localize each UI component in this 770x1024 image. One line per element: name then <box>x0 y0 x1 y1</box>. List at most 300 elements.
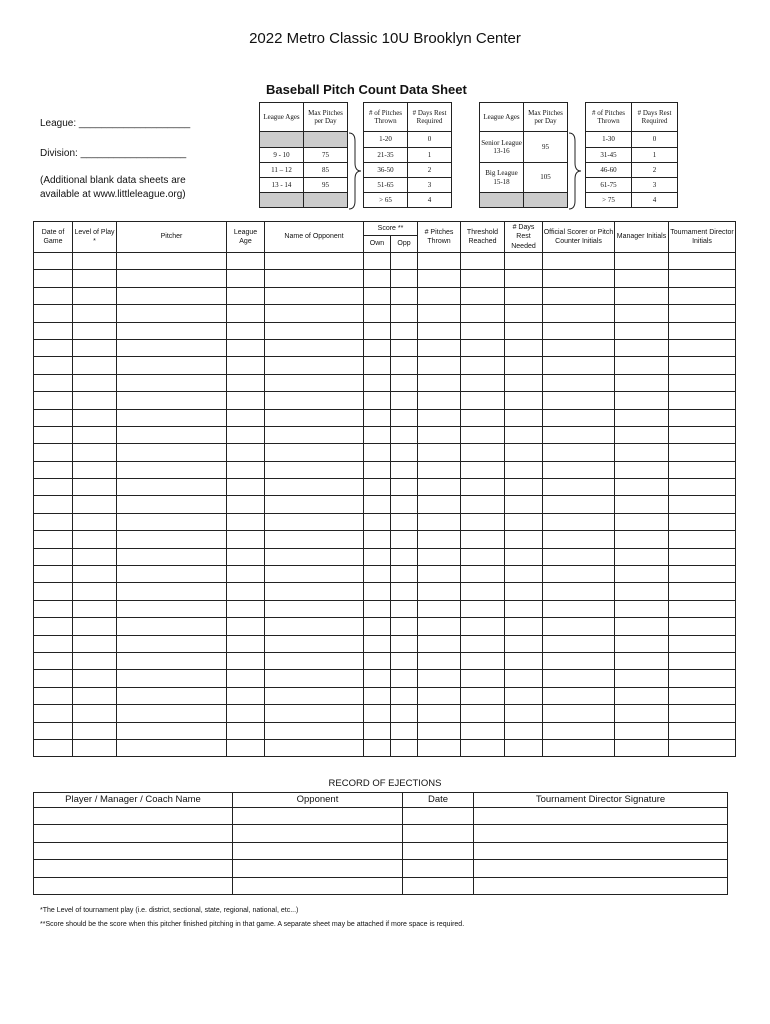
entry-cell[interactable] <box>265 270 364 287</box>
entry-cell[interactable] <box>461 479 505 496</box>
entry-cell[interactable] <box>73 426 117 443</box>
entry-cell[interactable] <box>265 722 364 739</box>
entry-cell[interactable] <box>117 566 227 583</box>
entry-cell[interactable] <box>418 392 461 409</box>
entry-cell[interactable] <box>505 357 543 374</box>
entry-cell[interactable] <box>615 374 669 391</box>
entry-cell[interactable] <box>391 739 418 756</box>
entry-cell[interactable] <box>117 305 227 322</box>
entry-cell[interactable] <box>227 253 265 270</box>
entry-cell[interactable] <box>34 652 73 669</box>
entry-cell[interactable] <box>505 739 543 756</box>
entry-cell[interactable] <box>73 479 117 496</box>
entry-cell[interactable] <box>418 287 461 304</box>
entry-cell[interactable] <box>391 409 418 426</box>
entry-cell[interactable] <box>34 705 73 722</box>
entry-cell[interactable] <box>364 270 391 287</box>
entry-cell[interactable] <box>73 357 117 374</box>
entry-cell[interactable] <box>227 426 265 443</box>
entry-cell[interactable] <box>233 877 403 894</box>
entry-cell[interactable] <box>391 618 418 635</box>
entry-cell[interactable] <box>73 339 117 356</box>
entry-cell[interactable] <box>474 825 728 842</box>
entry-cell[interactable] <box>34 513 73 530</box>
entry-cell[interactable] <box>117 374 227 391</box>
entry-cell[interactable] <box>34 287 73 304</box>
entry-cell[interactable] <box>615 339 669 356</box>
entry-cell[interactable] <box>543 652 615 669</box>
entry-cell[interactable] <box>418 618 461 635</box>
entry-cell[interactable] <box>227 287 265 304</box>
entry-cell[interactable] <box>615 479 669 496</box>
entry-cell[interactable] <box>265 444 364 461</box>
entry-cell[interactable] <box>615 461 669 478</box>
entry-cell[interactable] <box>669 739 736 756</box>
entry-cell[interactable] <box>34 618 73 635</box>
entry-cell[interactable] <box>391 531 418 548</box>
entry-cell[interactable] <box>364 705 391 722</box>
entry-cell[interactable] <box>34 808 233 825</box>
entry-cell[interactable] <box>615 305 669 322</box>
entry-cell[interactable] <box>34 825 233 842</box>
entry-cell[interactable] <box>265 687 364 704</box>
entry-cell[interactable] <box>505 618 543 635</box>
entry-cell[interactable] <box>543 357 615 374</box>
entry-cell[interactable] <box>543 426 615 443</box>
entry-cell[interactable] <box>227 496 265 513</box>
entry-cell[interactable] <box>615 705 669 722</box>
entry-cell[interactable] <box>615 670 669 687</box>
entry-cell[interactable] <box>391 357 418 374</box>
entry-cell[interactable] <box>615 253 669 270</box>
entry-cell[interactable] <box>669 479 736 496</box>
entry-cell[interactable] <box>117 357 227 374</box>
entry-cell[interactable] <box>461 548 505 565</box>
entry-cell[interactable] <box>669 600 736 617</box>
entry-cell[interactable] <box>265 652 364 669</box>
entry-cell[interactable] <box>391 496 418 513</box>
entry-cell[interactable] <box>461 374 505 391</box>
entry-cell[interactable] <box>117 600 227 617</box>
entry-cell[interactable] <box>615 392 669 409</box>
entry-cell[interactable] <box>505 392 543 409</box>
entry-cell[interactable] <box>418 339 461 356</box>
entry-cell[interactable] <box>669 392 736 409</box>
entry-cell[interactable] <box>227 566 265 583</box>
entry-cell[interactable] <box>418 687 461 704</box>
entry-cell[interactable] <box>669 270 736 287</box>
entry-cell[interactable] <box>364 287 391 304</box>
entry-cell[interactable] <box>34 600 73 617</box>
entry-cell[interactable] <box>364 339 391 356</box>
entry-cell[interactable] <box>615 583 669 600</box>
entry-cell[interactable] <box>117 253 227 270</box>
entry-cell[interactable] <box>391 253 418 270</box>
entry-cell[interactable] <box>73 705 117 722</box>
entry-cell[interactable] <box>543 670 615 687</box>
entry-cell[interactable] <box>265 305 364 322</box>
entry-cell[interactable] <box>391 374 418 391</box>
entry-cell[interactable] <box>461 531 505 548</box>
entry-cell[interactable] <box>418 253 461 270</box>
entry-cell[interactable] <box>227 705 265 722</box>
entry-cell[interactable] <box>73 287 117 304</box>
entry-cell[interactable] <box>543 600 615 617</box>
entry-cell[interactable] <box>543 374 615 391</box>
entry-cell[interactable] <box>505 635 543 652</box>
entry-cell[interactable] <box>34 374 73 391</box>
entry-cell[interactable] <box>364 687 391 704</box>
entry-cell[interactable] <box>73 548 117 565</box>
entry-cell[interactable] <box>34 392 73 409</box>
entry-cell[interactable] <box>418 496 461 513</box>
entry-cell[interactable] <box>34 305 73 322</box>
entry-cell[interactable] <box>505 287 543 304</box>
entry-cell[interactable] <box>418 739 461 756</box>
entry-cell[interactable] <box>34 877 233 894</box>
entry-cell[interactable] <box>505 670 543 687</box>
entry-cell[interactable] <box>227 635 265 652</box>
entry-cell[interactable] <box>461 583 505 600</box>
entry-cell[interactable] <box>669 618 736 635</box>
entry-cell[interactable] <box>227 357 265 374</box>
entry-cell[interactable] <box>34 444 73 461</box>
entry-cell[interactable] <box>391 287 418 304</box>
entry-cell[interactable] <box>364 305 391 322</box>
entry-cell[interactable] <box>364 444 391 461</box>
entry-cell[interactable] <box>461 322 505 339</box>
entry-cell[interactable] <box>364 374 391 391</box>
entry-cell[interactable] <box>669 374 736 391</box>
entry-cell[interactable] <box>34 722 73 739</box>
entry-cell[interactable] <box>669 687 736 704</box>
entry-cell[interactable] <box>233 860 403 877</box>
entry-cell[interactable] <box>669 444 736 461</box>
entry-cell[interactable] <box>227 618 265 635</box>
entry-cell[interactable] <box>505 705 543 722</box>
entry-cell[interactable] <box>364 513 391 530</box>
entry-cell[interactable] <box>418 583 461 600</box>
entry-cell[interactable] <box>34 670 73 687</box>
entry-cell[interactable] <box>117 739 227 756</box>
entry-cell[interactable] <box>227 513 265 530</box>
entry-cell[interactable] <box>461 270 505 287</box>
entry-cell[interactable] <box>669 322 736 339</box>
entry-cell[interactable] <box>474 877 728 894</box>
entry-cell[interactable] <box>265 426 364 443</box>
entry-cell[interactable] <box>615 652 669 669</box>
entry-cell[interactable] <box>543 687 615 704</box>
entry-cell[interactable] <box>34 566 73 583</box>
entry-cell[interactable] <box>403 860 474 877</box>
entry-cell[interactable] <box>73 513 117 530</box>
entry-cell[interactable] <box>543 548 615 565</box>
entry-cell[interactable] <box>669 652 736 669</box>
entry-cell[interactable] <box>505 496 543 513</box>
entry-cell[interactable] <box>418 305 461 322</box>
entry-cell[interactable] <box>227 670 265 687</box>
entry-cell[interactable] <box>418 722 461 739</box>
entry-cell[interactable] <box>364 496 391 513</box>
entry-cell[interactable] <box>117 531 227 548</box>
entry-cell[interactable] <box>403 825 474 842</box>
entry-cell[interactable] <box>391 426 418 443</box>
entry-cell[interactable] <box>73 409 117 426</box>
entry-cell[interactable] <box>418 531 461 548</box>
entry-cell[interactable] <box>615 287 669 304</box>
entry-cell[interactable] <box>391 270 418 287</box>
entry-cell[interactable] <box>391 322 418 339</box>
entry-cell[interactable] <box>391 444 418 461</box>
entry-cell[interactable] <box>117 444 227 461</box>
entry-cell[interactable] <box>615 722 669 739</box>
entry-cell[interactable] <box>117 635 227 652</box>
entry-cell[interactable] <box>505 548 543 565</box>
entry-cell[interactable] <box>73 600 117 617</box>
entry-cell[interactable] <box>227 374 265 391</box>
entry-cell[interactable] <box>364 253 391 270</box>
entry-cell[interactable] <box>265 548 364 565</box>
entry-cell[interactable] <box>265 461 364 478</box>
entry-cell[interactable] <box>227 548 265 565</box>
entry-cell[interactable] <box>227 652 265 669</box>
entry-cell[interactable] <box>34 842 233 859</box>
entry-cell[interactable] <box>669 339 736 356</box>
entry-cell[interactable] <box>233 842 403 859</box>
entry-cell[interactable] <box>227 739 265 756</box>
entry-cell[interactable] <box>265 531 364 548</box>
entry-cell[interactable] <box>364 409 391 426</box>
entry-cell[interactable] <box>391 339 418 356</box>
entry-cell[interactable] <box>505 409 543 426</box>
entry-cell[interactable] <box>117 392 227 409</box>
entry-cell[interactable] <box>34 635 73 652</box>
entry-cell[interactable] <box>461 618 505 635</box>
entry-cell[interactable] <box>669 548 736 565</box>
entry-cell[interactable] <box>227 444 265 461</box>
entry-cell[interactable] <box>505 461 543 478</box>
entry-cell[interactable] <box>615 566 669 583</box>
entry-cell[interactable] <box>117 513 227 530</box>
entry-cell[interactable] <box>669 357 736 374</box>
entry-cell[interactable] <box>227 339 265 356</box>
entry-cell[interactable] <box>461 409 505 426</box>
entry-cell[interactable] <box>117 705 227 722</box>
entry-cell[interactable] <box>461 287 505 304</box>
entry-cell[interactable] <box>418 600 461 617</box>
entry-cell[interactable] <box>669 496 736 513</box>
entry-cell[interactable] <box>669 635 736 652</box>
entry-cell[interactable] <box>265 392 364 409</box>
entry-cell[interactable] <box>117 722 227 739</box>
entry-cell[interactable] <box>265 705 364 722</box>
entry-cell[interactable] <box>391 635 418 652</box>
entry-cell[interactable] <box>265 357 364 374</box>
entry-cell[interactable] <box>461 670 505 687</box>
entry-cell[interactable] <box>461 705 505 722</box>
entry-cell[interactable] <box>505 322 543 339</box>
entry-cell[interactable] <box>669 253 736 270</box>
entry-cell[interactable] <box>461 652 505 669</box>
entry-cell[interactable] <box>461 357 505 374</box>
entry-cell[interactable] <box>364 670 391 687</box>
entry-cell[interactable] <box>265 618 364 635</box>
entry-cell[interactable] <box>391 305 418 322</box>
entry-cell[interactable] <box>461 600 505 617</box>
entry-cell[interactable] <box>227 600 265 617</box>
entry-cell[interactable] <box>418 374 461 391</box>
entry-cell[interactable] <box>364 635 391 652</box>
entry-cell[interactable] <box>391 566 418 583</box>
entry-cell[interactable] <box>461 339 505 356</box>
entry-cell[interactable] <box>73 618 117 635</box>
entry-cell[interactable] <box>391 705 418 722</box>
entry-cell[interactable] <box>543 339 615 356</box>
entry-cell[interactable] <box>364 461 391 478</box>
entry-cell[interactable] <box>265 322 364 339</box>
entry-cell[interactable] <box>364 652 391 669</box>
entry-cell[interactable] <box>418 444 461 461</box>
entry-cell[interactable] <box>364 739 391 756</box>
entry-cell[interactable] <box>418 513 461 530</box>
entry-cell[interactable] <box>265 496 364 513</box>
entry-cell[interactable] <box>391 722 418 739</box>
entry-cell[interactable] <box>117 426 227 443</box>
entry-cell[interactable] <box>543 583 615 600</box>
entry-cell[interactable] <box>615 357 669 374</box>
entry-cell[interactable] <box>391 687 418 704</box>
entry-cell[interactable] <box>461 253 505 270</box>
entry-cell[interactable] <box>461 739 505 756</box>
entry-cell[interactable] <box>73 253 117 270</box>
entry-cell[interactable] <box>615 618 669 635</box>
entry-cell[interactable] <box>73 635 117 652</box>
entry-cell[interactable] <box>34 357 73 374</box>
entry-cell[interactable] <box>117 548 227 565</box>
entry-cell[interactable] <box>34 548 73 565</box>
entry-cell[interactable] <box>615 270 669 287</box>
entry-cell[interactable] <box>265 739 364 756</box>
entry-cell[interactable] <box>227 531 265 548</box>
entry-cell[interactable] <box>418 705 461 722</box>
entry-cell[interactable] <box>505 479 543 496</box>
entry-cell[interactable] <box>543 253 615 270</box>
entry-cell[interactable] <box>73 461 117 478</box>
entry-cell[interactable] <box>543 270 615 287</box>
entry-cell[interactable] <box>34 253 73 270</box>
entry-cell[interactable] <box>505 652 543 669</box>
entry-cell[interactable] <box>543 705 615 722</box>
entry-cell[interactable] <box>265 374 364 391</box>
entry-cell[interactable] <box>669 670 736 687</box>
entry-cell[interactable] <box>461 566 505 583</box>
entry-cell[interactable] <box>227 392 265 409</box>
entry-cell[interactable] <box>505 270 543 287</box>
entry-cell[interactable] <box>669 461 736 478</box>
entry-cell[interactable] <box>615 513 669 530</box>
entry-cell[interactable] <box>117 409 227 426</box>
entry-cell[interactable] <box>265 670 364 687</box>
entry-cell[interactable] <box>117 618 227 635</box>
entry-cell[interactable] <box>615 496 669 513</box>
entry-cell[interactable] <box>34 270 73 287</box>
entry-cell[interactable] <box>543 739 615 756</box>
entry-cell[interactable] <box>461 392 505 409</box>
entry-cell[interactable] <box>669 531 736 548</box>
entry-cell[interactable] <box>669 426 736 443</box>
entry-cell[interactable] <box>391 670 418 687</box>
entry-cell[interactable] <box>418 357 461 374</box>
entry-cell[interactable] <box>227 305 265 322</box>
entry-cell[interactable] <box>227 479 265 496</box>
entry-cell[interactable] <box>391 392 418 409</box>
entry-cell[interactable] <box>34 426 73 443</box>
entry-cell[interactable] <box>543 479 615 496</box>
entry-cell[interactable] <box>615 739 669 756</box>
entry-cell[interactable] <box>34 322 73 339</box>
entry-cell[interactable] <box>461 444 505 461</box>
entry-cell[interactable] <box>364 722 391 739</box>
entry-cell[interactable] <box>227 722 265 739</box>
entry-cell[interactable] <box>34 739 73 756</box>
entry-cell[interactable] <box>73 374 117 391</box>
entry-cell[interactable] <box>265 513 364 530</box>
entry-cell[interactable] <box>34 461 73 478</box>
entry-cell[interactable] <box>461 687 505 704</box>
entry-cell[interactable] <box>34 687 73 704</box>
entry-cell[interactable] <box>34 409 73 426</box>
entry-cell[interactable] <box>505 566 543 583</box>
entry-cell[interactable] <box>364 548 391 565</box>
entry-cell[interactable] <box>265 287 364 304</box>
entry-cell[interactable] <box>403 808 474 825</box>
entry-cell[interactable] <box>505 339 543 356</box>
entry-cell[interactable] <box>73 722 117 739</box>
entry-cell[interactable] <box>391 461 418 478</box>
entry-cell[interactable] <box>461 426 505 443</box>
entry-cell[interactable] <box>461 635 505 652</box>
entry-cell[interactable] <box>227 409 265 426</box>
entry-cell[interactable] <box>403 842 474 859</box>
entry-cell[interactable] <box>227 461 265 478</box>
entry-cell[interactable] <box>543 322 615 339</box>
entry-cell[interactable] <box>364 426 391 443</box>
entry-cell[interactable] <box>461 305 505 322</box>
entry-cell[interactable] <box>418 652 461 669</box>
entry-cell[interactable] <box>505 426 543 443</box>
entry-cell[interactable] <box>418 461 461 478</box>
entry-cell[interactable] <box>34 496 73 513</box>
entry-cell[interactable] <box>73 531 117 548</box>
entry-cell[interactable] <box>615 322 669 339</box>
entry-cell[interactable] <box>615 444 669 461</box>
entry-cell[interactable] <box>474 808 728 825</box>
entry-cell[interactable] <box>391 513 418 530</box>
entry-cell[interactable] <box>117 496 227 513</box>
entry-cell[interactable] <box>418 548 461 565</box>
entry-cell[interactable] <box>73 444 117 461</box>
entry-cell[interactable] <box>73 305 117 322</box>
entry-cell[interactable] <box>391 652 418 669</box>
entry-cell[interactable] <box>73 322 117 339</box>
entry-cell[interactable] <box>265 600 364 617</box>
entry-cell[interactable] <box>615 687 669 704</box>
entry-cell[interactable] <box>669 722 736 739</box>
entry-cell[interactable] <box>505 531 543 548</box>
entry-cell[interactable] <box>391 583 418 600</box>
entry-cell[interactable] <box>543 513 615 530</box>
entry-cell[interactable] <box>117 583 227 600</box>
